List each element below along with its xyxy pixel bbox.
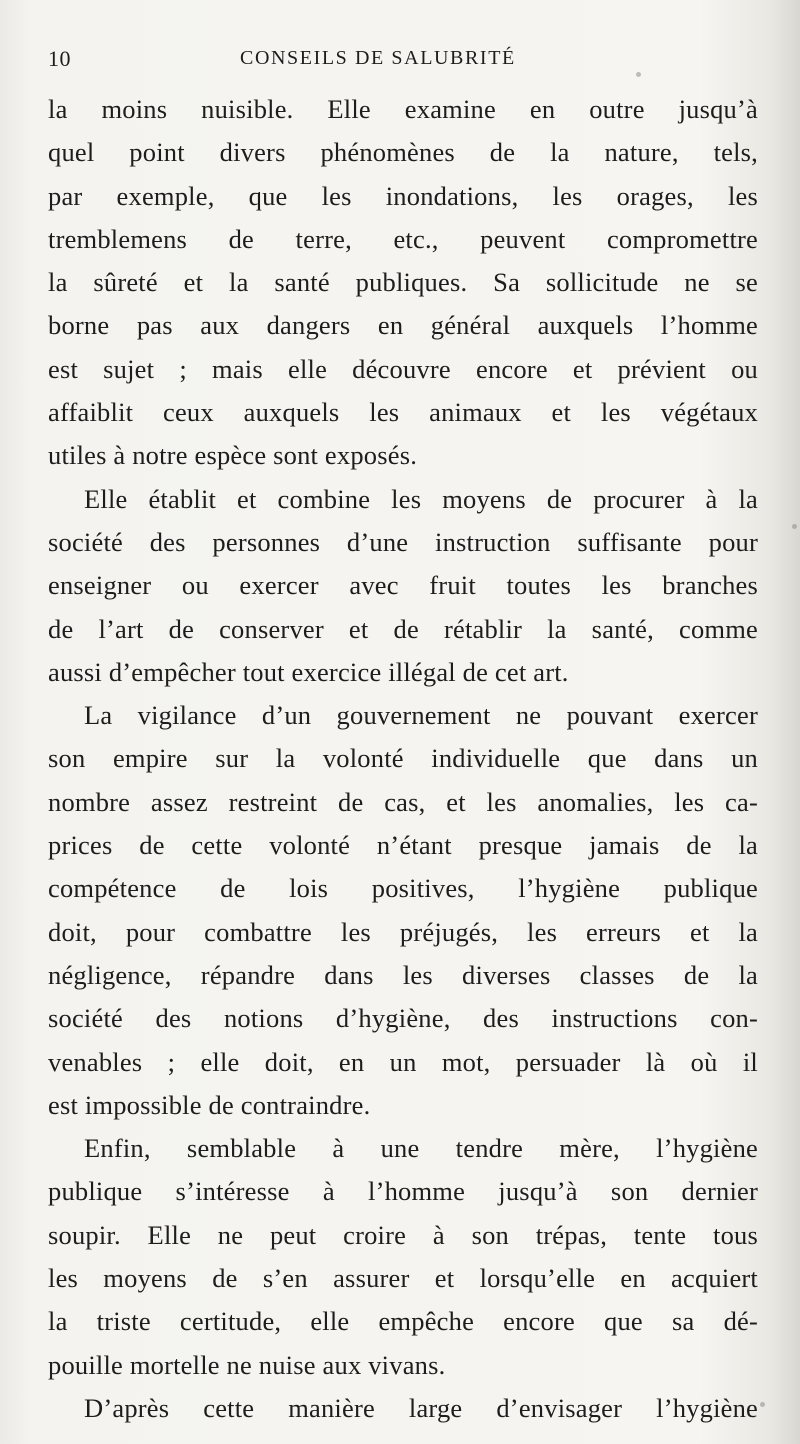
text-line: nombre assez restreint de cas, et les anomalies, les ca-: [48, 786, 758, 817]
print-speck: [636, 72, 641, 77]
page-header: [48, 44, 760, 80]
text-line: les moyens de s’en assurer et lorsqu’elle en acquiert: [48, 1263, 758, 1294]
text-line: quel point divers phénomènes de la nature, tels,: [48, 137, 758, 168]
text-line: la triste certitude, elle empêche encore que sa dé-: [48, 1306, 758, 1337]
text-line: prices de cette volonté n’étant presque jamais de la: [48, 830, 758, 861]
text-line: son empire sur la volonté individuelle que dans un: [48, 743, 758, 774]
text-line: aussi d’empêcher tout exercice illégal de cet art.: [48, 656, 569, 687]
text-line: soupir. Elle ne peut croire à son trépas, tente tous: [48, 1219, 758, 1250]
text-line: publique s’intéresse à l’homme jusqu’à son dernier: [48, 1176, 758, 1207]
text-line: doit, pour combattre les préjugés, les erreurs et la: [48, 916, 758, 947]
text-line: affaiblit ceux auxquels les animaux et les végétaux: [48, 397, 758, 428]
text-line: société des notions d’hygiène, des instructions con-: [48, 1003, 758, 1034]
text-line: borne pas aux dangers en général auxquels l’homme: [48, 310, 758, 341]
text-line: Enfin, semblable à une tendre mère, l’hygiène: [84, 1133, 758, 1164]
text-line: est sujet ; mais elle découvre encore et prévient ou: [48, 353, 758, 384]
page-number: 10: [48, 46, 71, 71]
text-line: La vigilance d’un gouvernement ne pouvant exercer: [84, 700, 758, 731]
text-line: Elle établit et combine les moyens de procurer à la: [84, 483, 758, 514]
text-line: est impossible de contraindre.: [48, 1089, 371, 1120]
text-line: pouille mortelle ne nuise aux vivans.: [48, 1349, 446, 1380]
text-line: la sûreté et la santé publiques. Sa sollicitude ne se: [48, 267, 758, 298]
text-line: négligence, répandre dans les diverses classes de la: [48, 959, 758, 990]
text-line: compétence de lois positives, l’hygiène publique: [48, 873, 758, 904]
text-line: la moins nuisible. Elle examine en outre jusqu’à: [48, 94, 758, 124]
text-line: par exemple, que les inondations, les orages, les: [48, 180, 758, 211]
text-line: enseigner ou exercer avec fruit toutes les branches: [48, 570, 758, 601]
text-line: société des personnes d’une instruction suffisante pour: [48, 526, 758, 557]
text-line: D’après cette manière large d’envisager l’hygiène: [84, 1392, 758, 1423]
print-speck: [792, 524, 797, 529]
running-head: CONSEILS DE SALUBRITÉ: [240, 47, 516, 69]
text-line: utiles à notre espèce sont exposés.: [48, 440, 418, 471]
print-speck: [760, 1402, 765, 1407]
body-text: [48, 88, 758, 1430]
text-line: venables ; elle doit, en un mot, persuader là où il: [48, 1046, 758, 1077]
text-line: de l’art de conserver et de rétablir la santé, comme: [48, 613, 758, 644]
text-line: tremblemens de terre, etc., peuvent compromettre: [48, 223, 758, 254]
